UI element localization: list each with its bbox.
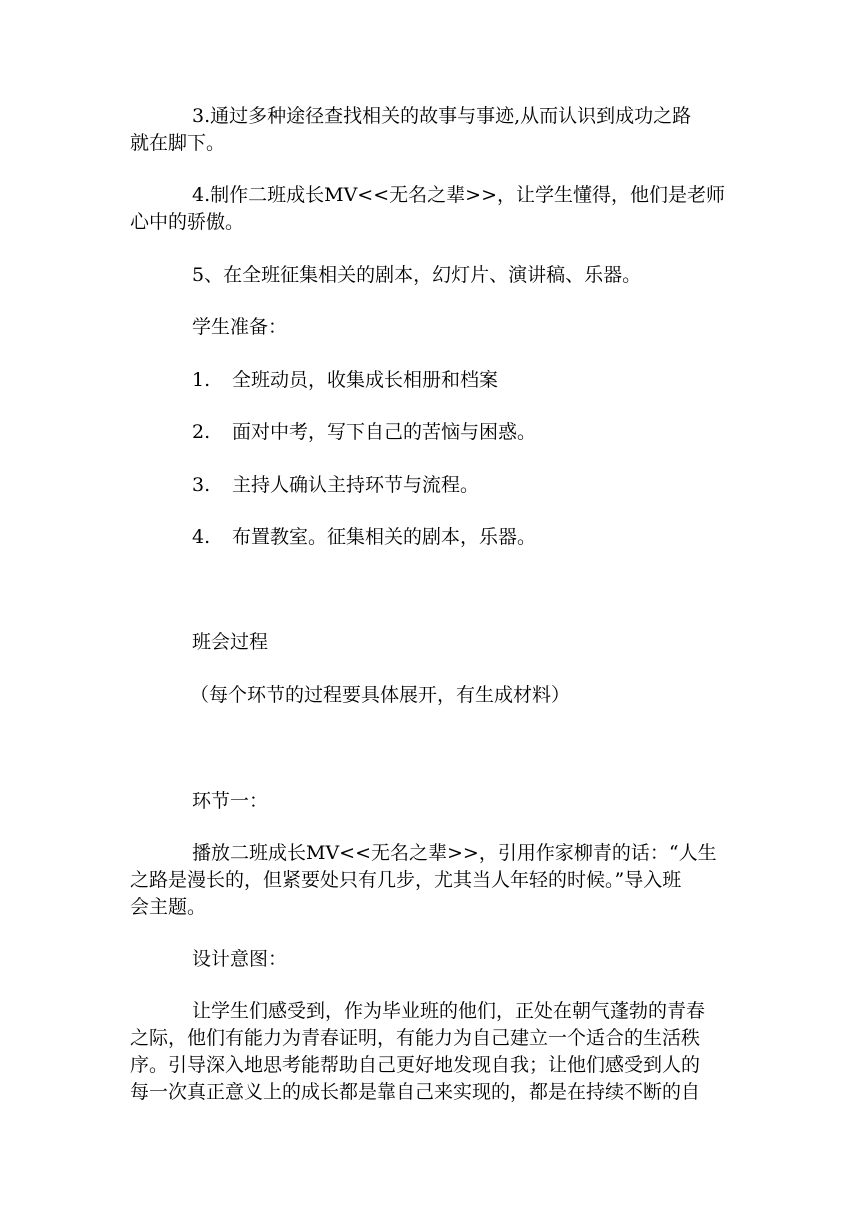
design-heading: 设计意图： — [192, 948, 288, 970]
student-prep-item-4-num: 4. — [192, 526, 211, 548]
teacher-item-3-line-2: 就在脚下。 — [130, 132, 226, 154]
student-prep-item-1 — [192, 367, 732, 394]
student-prep-heading: 学生准备： — [192, 316, 288, 338]
design-line-4: 每一次真正意义上的成长都是靠自己来实现的，都是在持续不断的自 — [130, 1081, 701, 1103]
student-prep-item-1-text: 全班动员，收集成长相册和档案 — [232, 369, 499, 391]
design-line-1: 让学生们感受到，作为毕业班的他们，正处在朝气蓬勃的青春 — [192, 1000, 706, 1022]
teacher-item-3 — [130, 103, 732, 157]
student-prep-item-3 — [192, 472, 732, 499]
student-prep-item-4-text: 布置教室。征集相关的剧本，乐器。 — [232, 526, 537, 548]
student-prep-item-2 — [192, 419, 732, 446]
segment-1-line-2: 之路是漫长的，但紧要处只有几步，尤其当人年轻的时候。”导入班 — [130, 869, 682, 891]
segment-1-line-3: 会主题。 — [130, 896, 207, 918]
teacher-item-4 — [130, 182, 732, 236]
design-line-2: 之际，他们有能力为青春证明，有能力为自己建立一个适合的生活秩 — [130, 1027, 701, 1049]
teacher-item-4-line-2: 心中的骄傲。 — [130, 211, 245, 233]
process-note: （每个环节的过程要具体展开，有生成材料） — [190, 684, 571, 706]
segment-1-body — [130, 840, 732, 921]
teacher-item-5: 5、在全班征集相关的剧本，幻灯片、演讲稿、乐器。 — [192, 264, 642, 286]
student-prep-item-2-num: 2. — [192, 421, 211, 443]
teacher-item-4-line-1: 4.制作二班成长MV<<无名之辈>>，让学生懂得，他们是老师 — [192, 184, 725, 206]
student-prep-item-2-text: 面对中考，写下自己的苦恼与困惑。 — [232, 421, 537, 443]
student-prep-item-1-num: 1. — [192, 369, 211, 391]
student-prep-item-4 — [192, 524, 732, 551]
student-prep-item-3-text: 主持人确认主持环节与流程。 — [232, 474, 480, 496]
student-prep-item-3-num: 3. — [192, 474, 211, 496]
design-line-3: 序。引导深入地思考能帮助自己更好地发现自我；让他们感受到人的 — [130, 1054, 701, 1076]
process-heading: 班会过程 — [192, 631, 269, 653]
design-body — [130, 998, 732, 1106]
teacher-item-3-line-1: 3.通过多种途径查找相关的故事与事迹,从而认识到成功之路 — [192, 105, 692, 127]
segment-1-line-1: 播放二班成长MV<<无名之辈>>，引用作家柳青的话：“人生 — [192, 842, 717, 864]
segment-1-heading: 环节一： — [192, 790, 269, 812]
